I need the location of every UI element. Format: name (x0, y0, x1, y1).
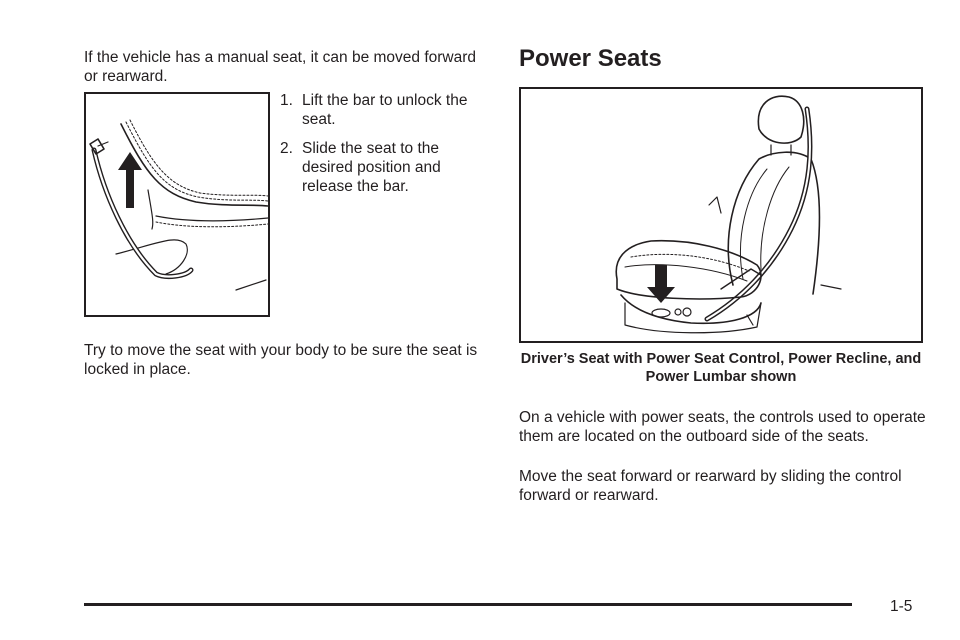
footer-rule (84, 603, 852, 606)
step-number: 2. (280, 140, 293, 157)
step-text: Lift the bar to unlock the seat. (302, 92, 468, 128)
power-seat-illustration (519, 87, 923, 343)
page-number: 1-5 (890, 598, 913, 615)
step-number: 1. (280, 92, 293, 109)
section-title: Power Seats (519, 45, 662, 72)
arrow-up-icon (118, 152, 142, 208)
step-item (280, 139, 480, 196)
arrow-down-icon (647, 265, 675, 303)
outro-paragraph: Try to move the seat with your body to be sure the seat is locked in place. (84, 342, 478, 378)
intro-paragraph: If the vehicle has a manual seat, it can be moved forward or rearward. (84, 49, 477, 85)
step-text: Slide the seat to the desired position and release the bar. (302, 140, 441, 195)
power-seat-paragraph: Move the seat forward or rearward by sliding the control forward or rearward. (519, 468, 902, 504)
step-item (280, 91, 480, 129)
figure-caption: Driver’s Seat with Power Seat Control, Power Recline, and Power Lumbar shown (520, 351, 922, 385)
manual-seat-illustration (84, 92, 270, 317)
power-seat-paragraph: On a vehicle with power seats, the controls used to operate them are located on the outboard side of the seats. (519, 409, 926, 445)
manual-seat-steps (280, 91, 480, 206)
